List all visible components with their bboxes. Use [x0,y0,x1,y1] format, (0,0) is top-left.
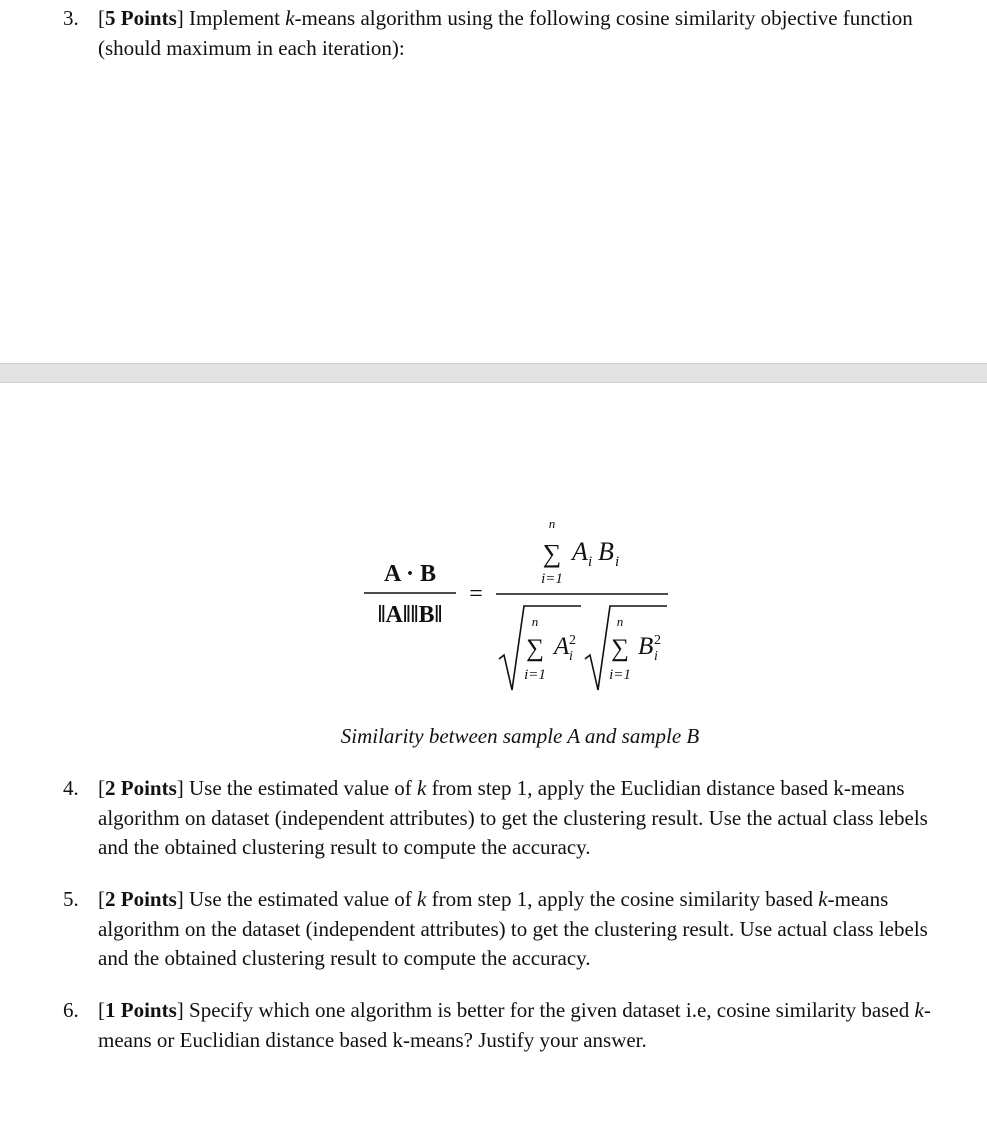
numerator-sum-symbol: ∑ [542,539,562,568]
numerator-term-a: A [572,537,588,566]
sqrt-radical-1 [499,606,581,690]
points-label: 2 Points [105,887,177,911]
sqrt1-square: 2 [569,633,576,648]
question-text: [1 Points] Specify which one algorithm is better for the given dataset i.e, cosine similarity based k-means or Euclidian distance based k-means? Justify your answer. [98,998,931,1052]
sqrt2-term: B [638,633,654,660]
sqrt-radical-2 [585,606,667,690]
sqrt1-index: i [569,649,573,664]
sqrt2-square: 2 [654,633,661,648]
points-label: 5 Points [105,6,177,30]
equals-sign: = [469,581,483,607]
lhs-numerator: A · B [383,561,437,587]
sqrt2-sum-symbol: ∑ [611,635,629,662]
numerator-index-a: i [588,554,593,570]
sqrt1-term: A [554,633,570,660]
numerator-term-b: B [598,537,614,566]
question-text: [2 Points] Use the estimated value of k from step 1, apply the Euclidian distance based k-means algorithm on dataset (independent attributes) to get the clustering result. Use the actual class lebels and the obtained clustering result to compute the accuracy. [98,776,928,859]
sqrt1-sum-symbol: ∑ [526,635,544,662]
formula-caption: Similarity between sample A and sample B [340,724,700,748]
question-text: [2 Points] Use the estimated value of k from step 1, apply the cosine similarity based k-means algorithm on the dataset (independent attributes) to get the clustering result. Use actual class lebels and the obtained clustering result to compute the accuracy. [98,887,928,970]
sqrt2-sum-lower: i=1 [609,667,631,683]
sqrt2-sum-upper: n [616,614,624,629]
question-number: 5. [63,887,79,911]
numerator-index-b: i [615,554,620,570]
lhs-denominator: ‖A‖‖B‖ [377,602,443,628]
question-text: [5 Points] Implement k-means algorithm using the following cosine similarity objective function (should maximum in each iteration): [98,6,913,60]
page-break [0,363,987,383]
points-label: 2 Points [105,776,177,800]
sqrt2-index: i [654,649,658,664]
question-number: 4. [63,776,79,800]
question-number: 6. [63,998,79,1022]
numerator-sum-upper: n [548,516,556,531]
points-label: 1 Points [105,998,177,1022]
sqrt1-sum-upper: n [531,614,539,629]
sqrt1-sum-lower: i=1 [524,667,546,683]
numerator-sum-lower: i=1 [541,571,563,587]
question-number: 3. [63,6,79,30]
